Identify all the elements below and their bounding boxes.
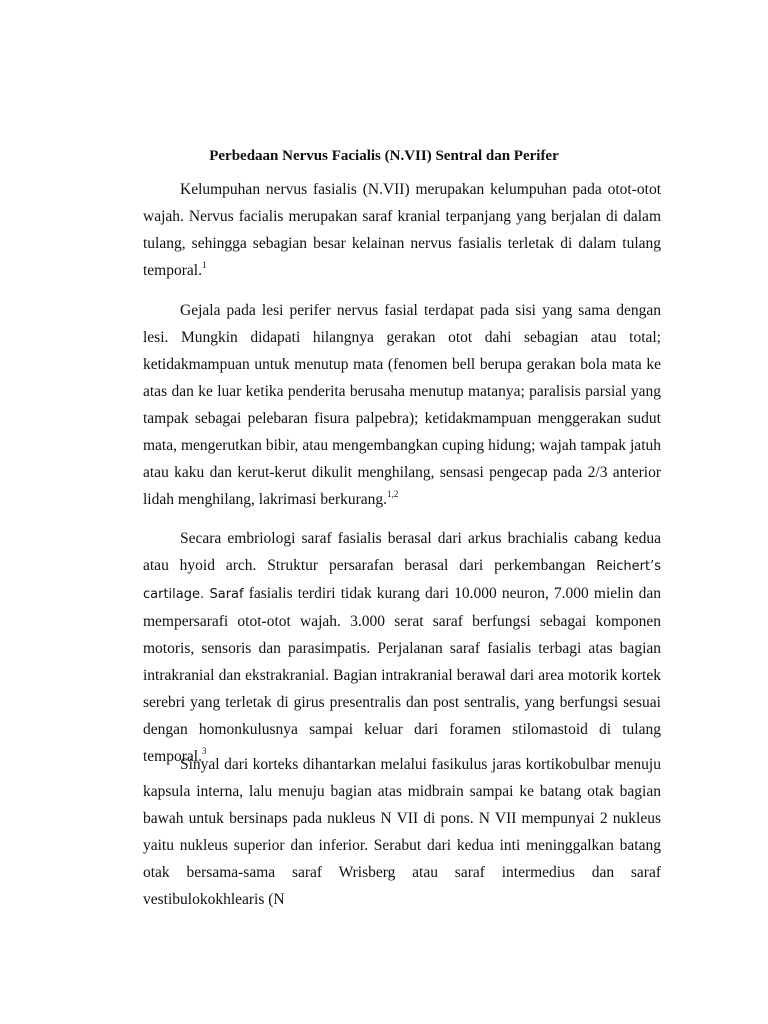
paragraph-2	[143, 297, 661, 513]
citation-2: 1,2	[387, 489, 399, 499]
document-title: Perbedaan Nervus Facialis (N.VII) Sentral dan Perifer	[209, 148, 559, 164]
paragraph-1	[143, 176, 661, 284]
paragraph-4	[143, 751, 661, 913]
paragraph-2-text: Gejala pada lesi perifer nervus fasial terdapat pada sisi yang sama dengan lesi. Mungkin didapati hilangnya gerakan otot dahi sebagian atau total; ketidakmampuan untuk menutup mata (fenomen bell berupa gerakan bola mata ke atas dan ke luar ketika penderita berusaha menutup matanya; paralisis parsial yang tampak sebagai pelebaran fisura palpebra); ketidakmampuan menggerakan sudut mata, mengerutkan bibir, atau mengembangkan cuping hidung; wajah tampak jatuh atau kaku dan kerut-kerut dikulit menghilang, sensasi pengecap pada 2/3 anterior lidah menghilang, lakrimasi berkurang.	[143, 302, 661, 508]
citation-1: 1	[201, 260, 207, 270]
paragraph-3	[143, 525, 661, 770]
paragraph-3-text-after: fasialis terdiri tidak kurang dari 10.000 neuron, 7.000 mielin dan mempersarafi otot-otot wajah. 3.000 serat saraf berfungsi sebagai komponen motoris, sensoris dan parasimpatis. Perjalanan saraf fasialis terbagi atas bagian intrakranial dan ekstrakranial. Bagian intrakranial berawal dari area motorik kortek serebri yang terletak di girus presentralis dan post sentralis, yang berfungsi sesuai dengan homonkulusnya sampai keluar dari foramen stilomastoid di tulang temporal.	[143, 585, 661, 765]
paragraph-4-text: Sinyal dari korteks dihantarkan melalui fasikulus jaras kortikobulbar menuju kapsula interna, lalu menuju bagian atas midbrain sampai ke batang otak bagian bawah untuk bersinaps pada nukleus N VII di pons. N VII mempunyai 2 nukleus yaitu nukleus superior dan inferior. Serabut dari kedua inti meninggalkan batang otak bersama-sama saraf Wrisberg atau saraf intermedius dan saraf vestibulokokhlearis (N	[143, 756, 661, 908]
paragraph-3-text-before: Secara embriologi saraf fasialis berasal dari arkus brachialis cabang kedua atau hyoid arch. Struktur persarafan berasal dari perkembangan	[143, 530, 661, 574]
citation-3: 3	[201, 746, 207, 756]
paragraph-3-special-run: Reichert’s cartilage. Saraf	[143, 559, 661, 602]
paragraph-1-text: Kelumpuhan nervus fasialis (N.VII) merupakan kelumpuhan pada otot-otot wajah. Nervus facialis merupakan saraf kranial terpanjang yang berjalan di dalam tulang, sehingga sebagian besar kelainan nervus fasialis terletak di dalam tulang temporal.	[143, 181, 661, 279]
